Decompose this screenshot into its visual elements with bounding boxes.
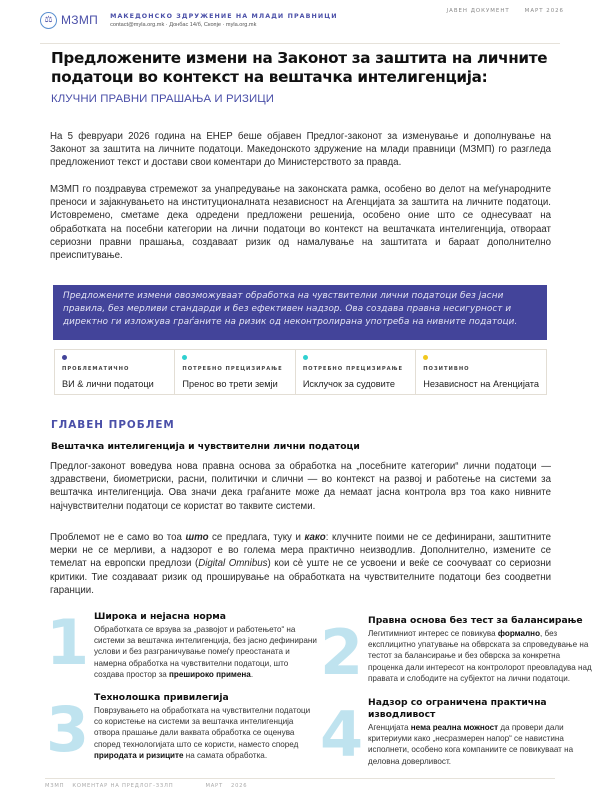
issue-text: [94, 624, 320, 680]
issue-title: Технолошка привилегија: [94, 692, 229, 703]
issue-number: 1: [46, 606, 90, 679]
issue-emphasis: нема реална можност: [410, 723, 499, 732]
status-dot-icon: [62, 355, 67, 360]
status-card: [55, 350, 175, 394]
footer-year: 2026: [230, 783, 248, 789]
callout-text: Предложените измени овозможуваат обработка на чувствителни лични податоци без јасни правила, без мерливи стандарди и без ефективен надзор. Ова создава правна несигурност и директно ги изложува граѓаните на ризик од неконтролирана употреба на нивните податоци.: [63, 291, 518, 327]
footer-divider: [45, 778, 555, 779]
footer-spacer: [181, 783, 197, 789]
status-label: ПРОБЛЕМАТИЧНО: [62, 366, 130, 372]
text-run: на самата обработка.: [183, 750, 268, 760]
issue-number: 2: [320, 616, 364, 689]
page-footer: [45, 783, 247, 789]
issue-text: [368, 722, 594, 767]
issue-item: [46, 692, 320, 766]
text-run: : клучните поими не се дефинирани, заштитните мерки не се мерливи, а надзорот е во голема мера практично неизводлив. Дополнително, измените се темелат на европски предлози (: [50, 532, 551, 570]
text-run: , без експлицитно упатување на обврската за спроведување на тестот за балансирање и без обврска за конкретна проценка дали интересот на контролорот преовладува над правата и слободите на субјектот на лични податоци.: [368, 629, 592, 683]
issue-emphasis: природата и ризиците: [94, 750, 184, 760]
section-subheading: Вештачка интелигенција и чувствителни лични податоци: [51, 441, 360, 452]
status-value: Исклучок за судовите: [302, 379, 396, 389]
status-summary: [54, 349, 547, 395]
issue-text: [94, 705, 320, 761]
header-divider: [40, 43, 560, 44]
intro-paragraph-2: МЗМП го поздравува стремежот за унапредување на законската рамка, особено во делот на меѓународните преноси и зајакнувањето на институционалната независност на Агенцијата за заштита на личните податоци. Истовремено, сметаме дека одредени предложени решенија, особено оние што се однесуваат на обработката на посебни категории на лични податоци во контекст на вештачката интелигенција, отвораат сериозни правни прашања, создаваат ризик од намалување на заштитата и бараат дополнително преиспитување.: [50, 184, 551, 262]
text-run: ) кои сè уште не се усвоени и веќе се соочуваат со сериозни критики. Тие создаваат ризик од проширување на обработката на чувствителните податоци без соодветни гаранции.: [50, 558, 551, 596]
issue-title: Правна основа без тест за балансирање: [368, 615, 583, 626]
text-run: се предлага, туку и: [208, 532, 305, 543]
document-meta: [447, 8, 564, 14]
document-date: МАРТ 2026: [524, 8, 564, 14]
page-subtitle: КЛУЧНИ ПРАВНИ ПРАШАЊА И РИЗИЦИ: [51, 93, 275, 105]
issue-number: 4: [320, 698, 364, 771]
main-problem-paragraph-2: [50, 531, 551, 597]
text-run: .: [250, 669, 254, 679]
issue-item: [320, 615, 594, 689]
intro-paragraph-1: На 5 февруари 2026 година на ЕНЕР беше објавен Предлог-законот за изменување и дополнување на Законот за заштита на личните податоци. Македонското здружение на млади правници (МЗМП) го разгледа предложениот текст и достави свои коментари до Министерството за правда.: [50, 131, 551, 169]
footer-month: МАРТ: [205, 783, 223, 789]
organization-info: [110, 13, 338, 28]
status-label: ПОЗИТИВНО: [423, 366, 470, 372]
text-run: Легитимниот интерес се повикува: [368, 629, 498, 638]
footer-org: МЗМП: [45, 783, 65, 789]
status-value: ВИ & лични податоци: [62, 379, 154, 389]
page-title: Предложените измени на Законот за заштита на личните податоци во контекст на вештачка интелигенција:: [51, 49, 548, 86]
status-value: Независност на Агенцијата: [423, 379, 539, 389]
status-label: ПОТРЕБНО ПРЕЦИЗИРАЊЕ: [302, 366, 404, 372]
logo-text: МЗМП: [61, 13, 99, 27]
issue-item: [46, 606, 320, 680]
emphasis-what: што: [185, 532, 209, 543]
status-card: [296, 350, 416, 394]
issue-number: 3: [46, 693, 90, 766]
text-run: Поврзувањето на обработката на чувствителни податоци со користење на системи за вештачка интелигенција отвора прашање дали ваквата обработка се оценува според технологијата што се користи, наместо според: [94, 706, 311, 749]
document-type: ЈАВЕН ДОКУМЕНТ: [446, 8, 510, 14]
callout-box: [53, 285, 547, 340]
issue-body: [368, 697, 594, 767]
status-card: [416, 350, 546, 394]
issue-emphasis: формално: [497, 629, 541, 638]
issue-body: [368, 615, 594, 684]
emphasis-digital-omnibus: Digital Omnibus: [198, 558, 268, 570]
text-run: Обработката се врзува за „развојот и работењето“ на системи за вештачка интелигенција, без јасно дефинирани услови и без разграничување помеѓу преостаната и намерна обработка на чувствителни податоци, што создава простор за: [94, 625, 317, 679]
issue-title: Широка и нејасна норма: [94, 611, 227, 622]
organization-name: МАКЕДОНСКО ЗДРУЖЕНИЕ НА МЛАДИ ПРАВНИЦИ: [110, 12, 338, 20]
issue-emphasis: прешироко примена: [169, 669, 251, 679]
status-dot-icon: [423, 355, 428, 360]
emphasis-how: како: [304, 532, 326, 543]
footer-document: КОМЕНТАР НА ПРЕДЛОГ-ЗЗЛП: [72, 783, 174, 789]
issue-body: [94, 692, 320, 761]
status-dot-icon: [182, 355, 187, 360]
text-run: Агенцијата: [368, 723, 411, 732]
section-heading: ГЛАВЕН ПРОБЛЕМ: [51, 419, 175, 431]
issue-title: Надзор со ограничена практична изводливост: [368, 697, 547, 720]
scales-of-justice-icon: ⚖: [40, 12, 57, 29]
status-value: Пренос во трети земји: [182, 379, 278, 389]
main-problem-paragraph-1: Предлог-законот воведува нова правна основа за обработка на „посебните категории“ лични податоци — здравствени, биометриски, расни, политички и слични — во контекст на развој и работење на системи за вештачка интелигенција. Ова значи дека граѓаните може да немаат јасна контрола врз тоа како нивните најчувствителни податоци се користат во таквите системи.: [50, 461, 551, 512]
status-card: [175, 350, 295, 394]
status-dot-icon: [303, 355, 308, 360]
text-run: Проблемот не е само во тоа: [50, 532, 186, 543]
status-label: ПОТРЕБНО ПРЕЦИЗИРАЊЕ: [182, 366, 283, 372]
issue-text: [368, 628, 594, 684]
text-run: да провери дали критериуми како „несразмерен напор“ се навистина исполнети, особено кога компаниите се повикуваат на деловна доверливост.: [368, 723, 574, 766]
logo: [40, 12, 98, 29]
organization-contact: contact@myla.org.mk · Донбас 14/б, Скопје · myla.org.mk: [110, 21, 257, 28]
issue-body: [94, 611, 320, 680]
issue-item: [320, 697, 594, 771]
